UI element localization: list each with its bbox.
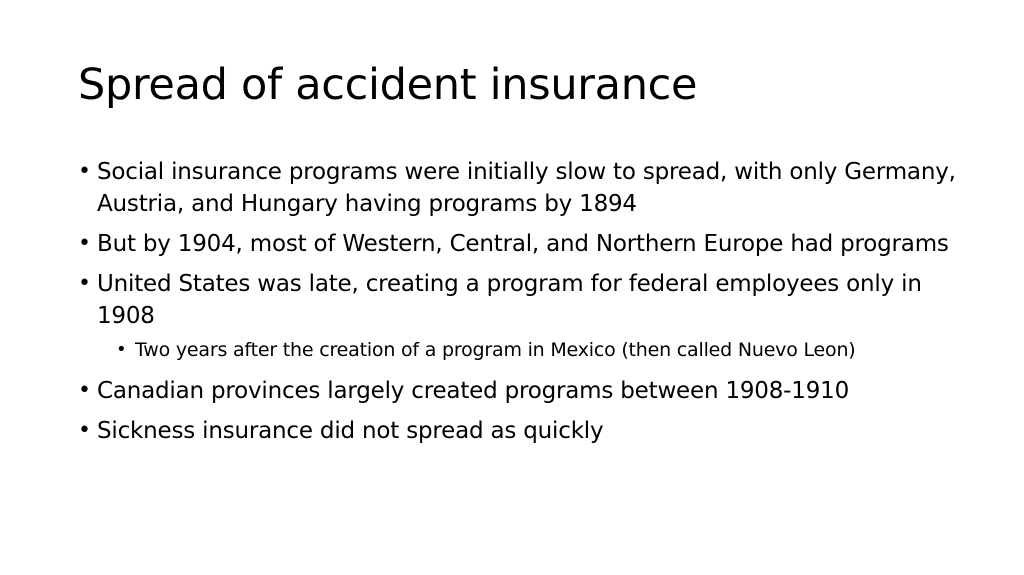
bullet-item: • Social insurance programs were initially slow to spread, with only Germany, Austria, and Hungary having programs by 1894 [78, 156, 958, 220]
slide-title: Spread of accident insurance [78, 60, 698, 110]
bullet-item: • Sickness insurance did not spread as quickly [78, 415, 958, 447]
bullet-item: • But by 1904, most of Western, Central, and Northern Europe had programs [78, 228, 958, 260]
sub-bullet-item: • Two years after the creation of a program in Mexico (then called Nuevo Leon) [116, 337, 958, 363]
bullet-list [78, 156, 958, 455]
bullet-item: • United States was late, creating a program for federal employees only in 1908 [78, 268, 958, 332]
bullet-item: • Canadian provinces largely created programs between 1908-1910 [78, 375, 958, 407]
